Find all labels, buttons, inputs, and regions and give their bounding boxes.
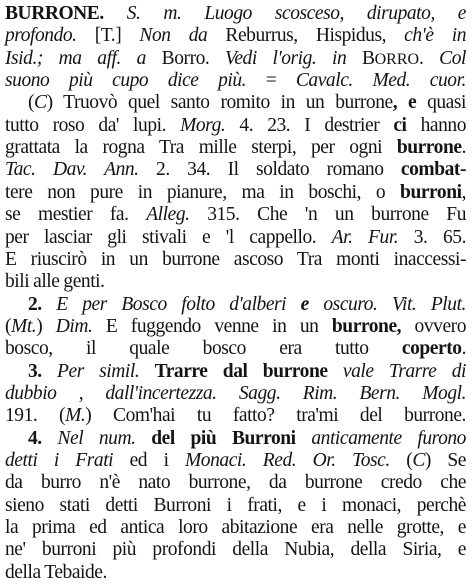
text-run: oscuro. <box>323 293 378 315</box>
text-run: 4. <box>28 427 58 449</box>
text-run: . <box>419 47 440 69</box>
text-run: ( <box>389 450 413 471</box>
text-run: hanno <box>406 114 467 136</box>
text-run: Sagg. Rim. Bern. Mogl. <box>238 382 467 404</box>
text-run: ne' burroni più profondi della Nubia, della Siria, e <box>5 539 466 561</box>
entry-line <box>5 115 466 137</box>
text-run: 2. 34. Il soldato romano <box>138 159 401 181</box>
text-run: del più <box>151 427 217 449</box>
text-run: = <box>265 70 296 92</box>
text-run: dubbio , dall'incertezza. <box>5 382 217 404</box>
text-run: vale Trarre di <box>342 360 466 382</box>
text-run: . <box>461 338 466 360</box>
text-run: M. <box>65 405 86 427</box>
entry-line <box>5 227 466 249</box>
text-run <box>216 428 232 449</box>
text-run: Cavalc. Med. cuor. <box>295 70 466 92</box>
text-run: Dim. <box>55 315 93 337</box>
text-run: Col <box>439 47 466 69</box>
entry-line <box>5 338 466 360</box>
text-run: ( <box>5 315 12 337</box>
entry-line <box>5 137 466 159</box>
text-run: se mestier fa. <box>5 204 147 226</box>
text-run: ORRO <box>374 50 420 68</box>
text-run: sieno stati detti Burroni i frati, e i monaci, perchè <box>5 494 466 516</box>
text-run: 191. ( <box>5 405 66 427</box>
entry-line <box>5 495 466 517</box>
entry-line <box>5 249 466 271</box>
text-run <box>246 450 262 471</box>
entry-line <box>5 539 466 561</box>
text-run: tere non pure in pianure, ma in boschi, o <box>5 181 401 203</box>
text-run: C <box>412 450 425 471</box>
text-run: grattata la rogna Tra mille sterpi, per ogni <box>5 137 397 159</box>
text-run: 315. Che 'n un burrone Fu <box>189 204 466 226</box>
text-run <box>377 294 392 315</box>
entry-line <box>5 48 466 71</box>
text-run: ) Se <box>424 450 466 471</box>
text-run <box>136 428 152 449</box>
text-run: Tac. Dav. Ann. <box>5 159 139 181</box>
text-run: Morg. <box>180 114 226 136</box>
text-run <box>296 428 312 449</box>
entry-line <box>5 383 466 405</box>
text-run: Borro. <box>145 47 226 69</box>
text-run: Trarre dal burrone <box>154 360 328 382</box>
text-run: tutto roso da' lupi. <box>5 114 181 136</box>
text-run: E fuggendo venne in un <box>92 315 332 337</box>
text-run: [T.] <box>76 25 140 47</box>
text-run: 4. 23. I destrier <box>225 114 394 136</box>
text-run: ) Com'hai tu fatto? tra'mi del burrone. <box>85 405 466 427</box>
text-run: e <box>300 293 309 315</box>
text-run: ) <box>36 315 56 337</box>
text-run: Nel num. <box>57 427 136 449</box>
text-run: della Tebaide. <box>5 561 107 583</box>
entry-line <box>5 3 466 25</box>
entry-line <box>28 428 466 450</box>
text-run: Vit. Plut. <box>391 293 466 315</box>
text-run: 2. <box>28 293 57 315</box>
entry-line <box>5 182 466 204</box>
text-run: profondo. <box>5 25 77 47</box>
text-run: ovvero <box>401 315 467 337</box>
text-run: 3. <box>28 360 58 382</box>
text-run: ci <box>393 114 407 136</box>
text-run: coperto <box>401 338 462 360</box>
text-run: anticamente furono <box>311 427 466 449</box>
text-run: burrone <box>396 137 462 159</box>
text-run <box>286 294 301 315</box>
entry-line <box>5 562 466 584</box>
text-run: ( <box>28 92 35 114</box>
entry-line <box>5 472 466 494</box>
text-run: Red. Or. Tosc. <box>262 450 390 471</box>
text-run: bosco, il quale bosco era tutto <box>5 338 402 360</box>
text-run: burroni <box>400 181 462 203</box>
entry-line <box>5 159 466 181</box>
text-run <box>309 294 324 315</box>
text-run <box>328 361 343 382</box>
text-run: la prima ed antica loro abitazione era nelle grotte, e <box>5 517 466 539</box>
text-run: . <box>461 137 466 159</box>
text-run: quasi <box>416 92 466 114</box>
text-run: Non da <box>139 25 208 47</box>
text-run <box>104 3 127 24</box>
text-run <box>139 361 154 382</box>
text-run: ed i <box>113 450 186 471</box>
entry-line <box>28 294 466 316</box>
text-run: Alleg. <box>146 204 190 226</box>
text-run: burrone, <box>331 315 402 337</box>
entry-line <box>5 316 466 338</box>
text-run: , e <box>392 92 417 114</box>
entry-line <box>5 517 466 539</box>
text-run: suono più cupo dice più. <box>5 70 266 92</box>
text-run: 3. 65. <box>398 226 466 248</box>
text-run: E per Bosco folto d'alberi <box>56 293 287 315</box>
entry-line <box>28 361 466 383</box>
entry-line <box>28 92 466 114</box>
entry-line <box>5 70 466 92</box>
text-run: S. m. Luogo scosceso, dirupato, e <box>126 3 466 24</box>
text-run: detti i Frati <box>5 450 114 471</box>
text-run: Vedi l'orig. in <box>225 47 347 69</box>
text-run: combat- <box>400 159 467 181</box>
entry-line <box>5 25 466 47</box>
text-run: Burroni <box>231 427 296 449</box>
text-run <box>217 383 239 404</box>
text-run: Isid.; ma aff. a <box>5 47 146 69</box>
text-run: BURRONE. <box>5 3 104 24</box>
entry-line <box>5 271 466 293</box>
text-run: per lasciar gli stivali e 'l cappello. <box>5 226 332 248</box>
text-run: da burro n'è nato burrone, da burrone credo che <box>5 472 466 494</box>
text-run: Per simil. <box>57 360 140 382</box>
text-run: Reburrus, Hispidus, <box>207 25 405 47</box>
text-run: ch'è in <box>404 25 466 47</box>
entry-line <box>5 405 466 427</box>
text-run: , <box>461 181 466 203</box>
text-run: C <box>34 92 47 114</box>
text-run: E riuscirò in un burrone ascoso Tra monti inaccessi- <box>5 248 466 270</box>
text-run: Mt. <box>11 315 37 337</box>
entry-line <box>5 204 466 226</box>
text-run: bili alle genti. <box>5 271 105 293</box>
text-run: ) Truovò quel santo romito in un burrone <box>46 92 393 114</box>
text-run: Monaci. <box>185 450 247 471</box>
entry-line <box>5 450 466 472</box>
text-run: Ar. Fur. <box>331 226 399 248</box>
text-run: B <box>346 47 375 69</box>
